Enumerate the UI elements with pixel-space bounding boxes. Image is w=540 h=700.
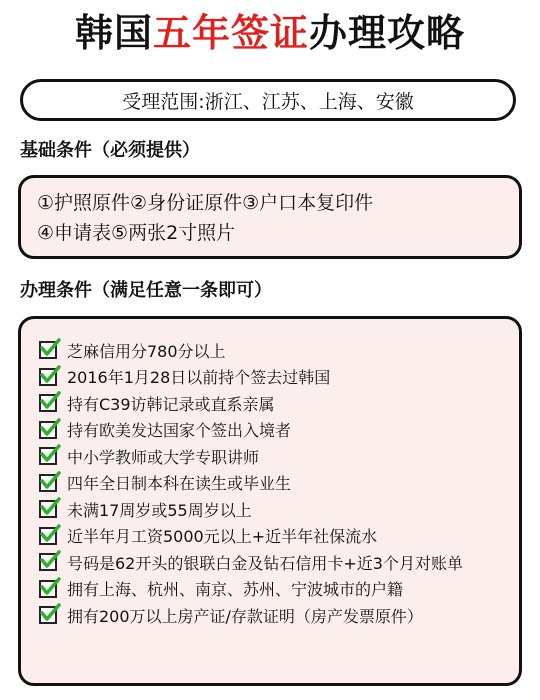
conditions-heading: 办理条件（满足任意一条即可） — [20, 280, 272, 301]
conditions-list — [39, 337, 501, 629]
condition-text: 近半年月工资5000元以上+近半年社保流水 — [67, 527, 378, 547]
checkmark-icon — [39, 527, 57, 545]
basic-line-2: ④申请表⑤两张2寸照片 — [37, 222, 236, 244]
checkmark-icon — [39, 394, 57, 412]
condition-item — [39, 470, 501, 497]
condition-text: 未满17周岁或55周岁以上 — [67, 500, 252, 520]
condition-text: 芝麻信用分780分以上 — [67, 341, 226, 361]
title-part-3: 办理攻略 — [309, 11, 466, 55]
condition-item — [39, 496, 501, 523]
condition-item — [39, 337, 501, 364]
condition-item — [39, 443, 501, 470]
checkmark-icon — [39, 553, 57, 571]
condition-item — [39, 523, 501, 550]
condition-item — [39, 602, 501, 629]
condition-item — [39, 364, 501, 391]
title-part-1: 韩国 — [74, 11, 153, 55]
checkmark-icon — [39, 500, 57, 518]
checkmark-icon — [39, 421, 57, 439]
condition-text: 拥有200万以上房产证/存款证明（房产发票原件） — [67, 606, 423, 626]
condition-text: 持有C39访韩记录或直系亲属 — [67, 394, 275, 414]
title-part-2: 五年签证 — [152, 11, 309, 55]
condition-item — [39, 576, 501, 603]
checkmark-icon — [39, 341, 57, 359]
basic-box — [18, 175, 522, 259]
condition-text: 号码是62开头的银联白金及钻石信用卡+近3个月对账单 — [67, 553, 463, 573]
basic-heading: 基础条件（必须提供） — [20, 140, 200, 161]
condition-text: 中小学教师或大学专职讲师 — [67, 447, 260, 467]
condition-item — [39, 549, 501, 576]
condition-text: 拥有上海、杭州、南京、苏州、宁波城市的户籍 — [67, 580, 404, 600]
page-title — [0, 8, 540, 58]
checkmark-icon — [39, 474, 57, 492]
checkmark-icon — [39, 447, 57, 465]
checkmark-icon — [39, 368, 57, 386]
condition-text: 持有欧美发达国家个签出入境者 — [67, 421, 292, 441]
scope-text: 受理范围:浙江、江苏、上海、安徽 — [122, 90, 414, 113]
checkmark-icon — [39, 606, 57, 624]
conditions-box — [18, 316, 522, 686]
condition-text: 2016年1月28日以前持个签去过韩国 — [67, 368, 331, 388]
scope-banner — [20, 79, 516, 121]
condition-item — [39, 417, 501, 444]
checkmark-icon — [39, 580, 57, 598]
condition-text: 四年全日制本科在读生或毕业生 — [67, 474, 292, 494]
condition-item — [39, 390, 501, 417]
basic-line-1: ①护照原件②身份证原件③户口本复印件 — [37, 192, 374, 214]
